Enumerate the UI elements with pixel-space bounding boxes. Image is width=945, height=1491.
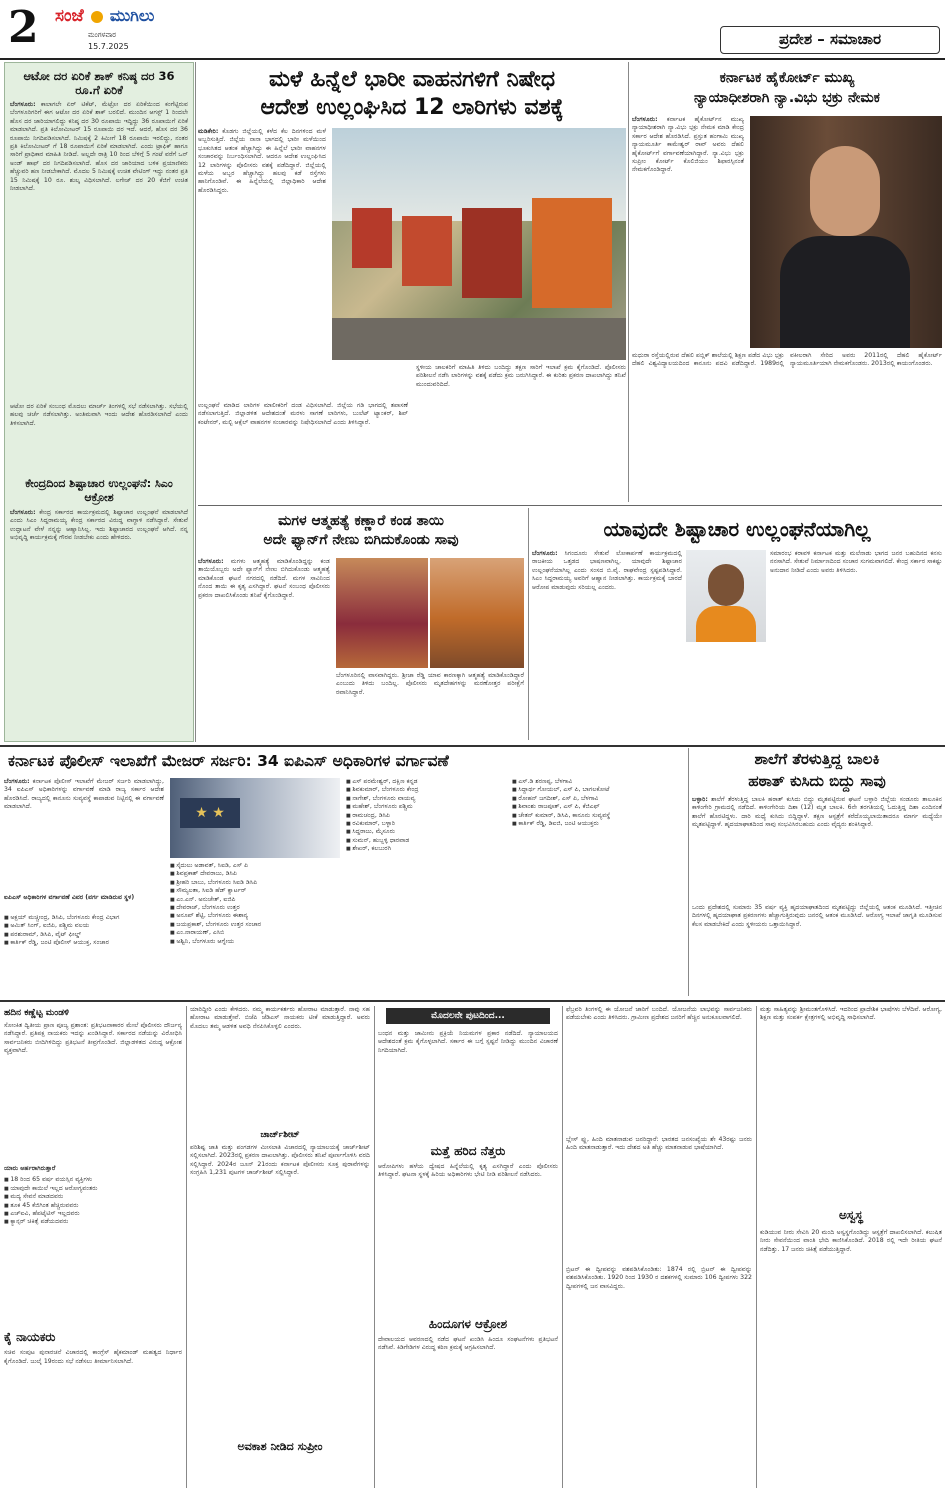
school-dateline: ಬಳ್ಳಾರಿ: [692,796,708,803]
issue-date: 15.7.2025 [88,42,129,51]
col1-list [4,1176,182,1326]
suicide-headline-2: ಅದೇ ಫ್ಯಾನ್‌ಗೆ ನೇಣು ಬಿಗಿದುಕೊಂಡು ಸಾವು [263,532,459,548]
list-item: ■ ಅನೂಪ್ ಶೆಟ್ಟಿ, ಬೆಂಗಳೂರು ಈಶಾನ್ಯ [170,912,340,920]
list-item: ■ ದೇವರಾಜ್, ಬೆಂಗಳೂರು ಉತ್ತರ [170,904,340,912]
protocol-headline: ಯಾವುದೇ ಶಿಷ್ಟಾಚಾರ ಉಲ್ಲಂಘನೆಯಾಗಿಲ್ಲ [603,517,871,541]
ips-subhead: ಐಪಿಎಸ್ ಅಧಿಕಾರಿಗಳ ವರ್ಗಾವಣೆ ವಿವರ (ವರ್ಗ ಮಾಡಿರುವ ಸ್ಥಳ) [4,894,135,901]
ips-list-2 [170,862,340,994]
col5-body2: ಕುಡಿಯುವ ನೀರು ಸೇವಿಸಿ 20 ಮಂದಿ ಅಸ್ವಸ್ಥಗೊಂಡಿದ್ದು ಆಸ್ಪತ್ರೆಗೆ ದಾಖಲಿಸಲಾಗಿದೆ. ಕಲುಷಿತ ನೀರು ಸೇವನೆಯಿಂದ ವಾಂತಿ ಭೇದಿ ಕಾಣಿಸಿಕೊಂಡಿದೆ. 2018 ರಲ್ಲಿ ಇದೇ ರೀತಿಯ ಘಟನೆ ನಡೆದಿತ್ತು. 17 ಜನರು ಚಿಕಿತ್ಸೆ ಪಡೆಯುತ್ತಿದ್ದಾರೆ. [760,1229,942,1253]
brand-logo [55,6,175,30]
sidebar-dateline: ಬೆಂಗಳೂರು: [10,101,36,108]
victim-photo-mother [430,558,524,668]
school-headline-2: ಹಠಾತ್ ಕುಸಿದು ಬಿದ್ದು ಸಾವು [748,772,886,790]
list-item: ■ ಸಿದ್ದರಾಜು, ಮೈಸೂರು [346,828,506,836]
col4-body3: ಬ್ರಿಟನ್ ಈ ದ್ವೀಪವನ್ನು ವಶಪಡಿಸಿಕೊಂಡಿತು: 1874 ರಲ್ಲಿ ಬ್ರಿಟನ್ ಈ ದ್ವೀಪವನ್ನು ವಶಪಡಿಸಿಕೊಂಡಿತು. 1920 ರಿಂದ 1930 ರ ದಶಕಗಳಲ್ಲಿ ಸುಮಾರು 106 ದ್ವೀಪಗಳು 322 ದ್ವೀಪಗಳಲ್ಲಿ ಜನ ವಾಸವಿದ್ದರು. [566,1266,752,1290]
list-item: ■ ಎಚ್ಐವಿ, ಹೆಪಟೈಟಿಸ್ ಇಲ್ಲದವರು [4,1210,182,1218]
school-headline-1: ಶಾಲೆಗೆ ತೆರಳುತ್ತಿದ್ದ ಬಾಲಕಿ [754,750,880,768]
hc-headline-2: ನ್ಯಾಯಾಧೀಶರಾಗಿ ನ್ಯಾ.ವಿಭು ಭಕ್ರು ನೇಮಕ [694,90,880,106]
list-item: ■ ಸೌಮ್ಯಲತಾ, ಸಿಐಡಿ ಹೆಡ್ ಕ್ವಾರ್ಟರ್ [170,887,340,895]
col1-heading: ಹದಿನ ಕಣ್ಣೆಟ್ಟ ಮಂಡಳಿ [4,1008,69,1018]
list-item: ■ ಶಿವಾಂಶು ರಾಜಪೂತ್, ಎಸ್ ಪಿ, ಕೆಜಿಎಫ್ [512,803,682,811]
col4-body2: ಬ್ಲೇಸ್ ಫ್ಲು, ಹಿಂದಿ ಮಾತನಾಡುವ ಜನರಿದ್ದಾರೆ: ಭಾರತದ ಜನಸಂಖ್ಯೆಯ ಶೇ 43ರಷ್ಟು ಜನರು ಹಿಂದಿ ಮಾತನಾಡುತ್ತಾರೆ. ಇದು ದೇಶದ ಅತಿ ಹೆಚ್ಚು ಮಾತನಾಡುವ ಭಾಷೆಯಾಗಿದೆ. [566,1136,752,1152]
lead-headline-2: ಆದೇಶ ಉಲ್ಲಂಘಿಸಿದ 12 ಲಾರಿಗಳು ವಶಕ್ಕೆ [260,95,564,120]
list-item: ■ 18 ರಿಂದ 65 ವರ್ಷ ವಯಸ್ಸಿನ ವ್ಯಕ್ತಿಗಳು [4,1176,182,1184]
list-item: ■ ಎಂ.ನಾರಾಯಣ್, ಎಸಿಬಿ [170,929,340,937]
col3-body2: ಆರೋಪಿಗಳು ಹಳೆಯ ದ್ವೇಷದ ಹಿನ್ನೆಲೆಯಲ್ಲಿ ಕೃತ್ಯ ಎಸಗಿದ್ದಾರೆ ಎಂದು ಪೊಲೀಸರು ತಿಳಿಸಿದ್ದಾರೆ. ಘಟನಾ ಸ್ಥಳಕ್ಕೆ ಹಿರಿಯ ಅಧಿಕಾರಿಗಳು ಭೇಟಿ ನೀಡಿ ಪರಿಶೀಲನೆ ನಡೆಸಿದರು. [378,1163,558,1179]
list-item: ■ ಎಸ್ ಪರಮೇಶ್ವರ್, ದಕ್ಷಿಣ ಕನ್ನಡ [346,778,506,786]
suicide-headline-1: ಮಗಳ ಆತ್ಮಹತ್ಯೆ ಕಣ್ಣಾರೆ ಕಂಡ ತಾಯಿ [278,513,444,529]
mp-photo [686,550,766,642]
sidebar-body-text: ಕಾಲಾಗಲೇ ಏರ್ ಟಿಕೆಟ್, ಮೆಟ್ರೋ ದರ ಏರಿಕೆಯಿಂದ ಕಂಗೆಟ್ಟಿರುವ ಬೆಂಗಳೂರಿಗರಿಗೆ ಈಗ ಆಟೋ ದರ ಏರಿಕೆ ಶಾಕ್ ಬರಲಿದೆ. ಮುಂದಿನ ಆಗಸ್ಟ್ 1 ರಿಂದಲೇ ಹೊಸ ದರ ಜಾರಿಯಾಗಲಿದ್ದು ಕನಿಷ್ಠ ದರ 30 ರೂಪಾಯಿ ಇದ್ದಿದ್ದು 36 ರೂಪಾಯಿಗೆ ಏರಿಕೆ ಮಾಡಲಾಗಿದೆ. ಪ್ರತಿ ಕಿಲೋಮೀಟರ್ 15 ರೂಪಾಯಿ ದರ ಇದೆ. ಆದರೆ, ಹೊಸ ದರ 36 ರೂಪಾಯಿ ನಿಗದಿಪಡಿಸಲಾಗಿದೆ. ನಿಮಿಷಕ್ಕೆ 2 ಕಿಮೀಗೆ 18 ರೂಪಾಯಿ ಇರಲಿದ್ದು, ನಂತರ ಪ್ರತಿ ಕಿಲೋಮೀಟರ್ ಗೆ 18 ರೂಪಾಯಿಗೆ ಏರಿಕೆ ಮಾಡಲಾಗಿದೆ. ಎಂದು ಟ್ರಾಫಿಕ್ ಹಾಗೂ ಸಾರಿಗೆ ಪ್ರಾಧಿಕಾರ ಮಾಹಿತಿ ನೀಡಿದೆ. ಅಲ್ಲದೇ ರಾತ್ರಿ 10 ರಿಂದ ಬೆಳಿಗ್ಗೆ 5 ಗಂಟೆ ವರೆಗೆ ಒನ್ ಅಂಡ್ ಹಾಫ್ ದರ ನಿಗದಿಪಡಿಸಲಾಗಿದೆ. ಹೊಸ ದರ ಜಾರಿಯಾದ ಬಳಿಕ ಪ್ರಯಾಣಿಕರು ಹೆಚ್ಚುವರಿ ಹಣ ನೀಡಬೇಕಾಗಿದೆ. ಮೊದಲ 5 ನಿಮಿಷಕ್ಕೆ ಉಚಿತ ವೇಟಿಂಗ್ ಇದ್ದು ನಂತರ ಪ್ರತಿ 15 ನಿಮಿಷಕ್ಕೆ 10 ರೂ. ಶುಲ್ಕ ವಿಧಿಸಲಾಗಿದೆ. ಲಗೇಜ್ ದರ 20 ಕೆಜಿಗೆ ಉಚಿತ ನೀಡಲಾಗಿದೆ. [10,101,188,193]
protocol-dateline: ಬೆಂಗಳೂರು: [532,550,558,557]
col1-body: ಸೋಂಕಿತ ದ್ವಿತೀಯ ಪ್ರಾಣ ಪೂಜ್ಯ ಪ್ರಶಾಂತ: ಪ್ರತಿಭಟನಾಕಾರರ ಮೇಲೆ ಪೊಲೀಸರು ದೌರ್ಜನ್ಯ ನಡೆಸಿದ್ದಾರೆ. ಪ್ರತಿಪಕ್ಷ ನಾಯಕರು ಇದನ್ನು ಖಂಡಿಸಿದ್ದಾರೆ. ಸರ್ಕಾರದ ನಡೆಯನ್ನು ವಿರೋಧಿಸಿ ಸಾರ್ವಜನಿಕರು ಬೀದಿಗಿಳಿದಿದ್ದು ಪ್ರತಿಭಟನೆ ತೀವ್ರಗೊಂಡಿದೆ. ಜಿಲ್ಲಾಡಳಿತದ ವಿರುದ್ಧ ಆಕ್ರೋಶ ವ್ಯಕ್ತವಾಗಿದೆ. [4,1022,182,1055]
list-item: ■ ಶೇಖರ್, ಕಲಬುರಗಿ [346,845,506,853]
lead-body2: ಉಲ್ಲಂಘನೆ ಮಾಡಿದ ಲಾರಿಗಳ ಮಾಲೀಕರಿಗೆ ದಂಡ ವಿಧಿಸಲಾಗಿದೆ. ಜಿಲ್ಲೆಯ ಗಡಿ ಭಾಗದಲ್ಲಿ ತಪಾಸಣೆ ನಡೆಸಲಾಗುತ್ತಿದೆ. ಜಿಲ್ಲಾಡಳಿತ ಆದೇಶದಂತೆ ಮರಳು ಸಾಗಣೆ ಲಾರಿಗಳು, ಬುಲೆಟ್ ಟ್ಯಾಂಕರ್, ಶಿಪ್ ಕಂಟೇನರ್, ಮಲ್ಟಿ ಆಕ್ಸೆಲ್ ವಾಹನಗಳ ಸಂಚಾರವನ್ನು ನಿಷೇಧಿಸಲಾಗಿದೆ ಎಂದು ತಿಳಿಸಿದ್ದಾರೆ. [198,402,408,426]
col2-body2: ಪರಿಶಿಷ್ಟ ಜಾತಿ ಮತ್ತು ಪಂಗಡಗಳ ಮೀಸಲಾತಿ ವಿಚಾರದಲ್ಲಿ ನ್ಯಾಯಾಲಯಕ್ಕೆ ಚಾರ್ಜ್‌ಶೀಟ್ ಸಲ್ಲಿಸಲಾಗಿದೆ. 2023ರಲ್ಲಿ ಪ್ರಕರಣ ದಾಖಲಾಗಿತ್ತು. ಪೊಲೀಸರು ತನಿಖೆ ಪೂರ್ಣಗೊಳಿಸಿ ವರದಿ ಸಲ್ಲಿಸಿದ್ದಾರೆ. 2024ರ ಜೂನ್ 21ರಂದು ಕರ್ನಾಟಕ ಪೊಲೀಸರು ಸೂಕ್ತ ಪುರಾವೆಗಳನ್ನು ಸಂಗ್ರಹಿಸಿ 1,231 ಪುಟಗಳ ಚಾರ್ಜ್‌ಶೀಟ್ ಸಲ್ಲಿಸಿದ್ದಾರೆ. [190,1144,370,1177]
lead-body [198,128,326,398]
ips-list-3 [346,778,506,994]
col1-body2: ಸಚಿವ ಸಂಪುಟ ಪುನಾರಚನೆ ವಿಚಾರದಲ್ಲಿ ಕಾಂಗ್ರೆಸ್ ಹೈಕಮಾಂಡ್ ಮಹತ್ವದ ನಿರ್ಧಾರ ಕೈಗೊಂಡಿದೆ. ಜುಲೈ 19ರಂದು ಸಭೆ ನಡೆಸಲು ತೀರ್ಮಾನಿಸಲಾಗಿದೆ. [4,1349,182,1365]
col2-heading: ಚಾರ್ಜ್‌ಶೀಟ್ [260,1130,300,1140]
ips-order-photo [170,778,340,858]
list-item: ■ ಎಸ್.ಡಿ ಶರಣಪ್ಪ, ಬೆಳಗಾವಿ [512,778,682,786]
sidebar-headline: ಆಟೋ ದರ ಏರಿಕೆ ಶಾಕ್ ಕನಿಷ್ಠ ದರ 36 ರೂ.ಗೆ ಏರಿಕೆ [23,69,175,97]
protocol-story [532,508,942,740]
hc-story [632,62,942,502]
bottom-col-4 [566,1006,752,1488]
list-item: ■ ರವಿಕುಮಾರ್, ಬಳ್ಳಾರಿ [346,820,506,828]
suicide-body [198,558,330,738]
col4-body: ಫೆಬ್ರವರಿ ತಿಂಗಳಲ್ಲಿ ಈ ಯೋಜನೆ ಜಾರಿಗೆ ಬಂದಿದೆ. ಯೋಜನೆಯ ಲಾಭವನ್ನು ಸಾರ್ವಜನಿಕರು ಪಡೆಯಬೇಕು ಎಂದು ತಿಳಿಸಿದರು. ಗ್ರಾಮೀಣ ಪ್ರದೇಶದ ಜನರಿಗೆ ಹೆಚ್ಚಿನ ಅನುಕೂಲವಾಗಲಿದೆ. [566,1006,752,1022]
list-item: ■ ಸಿದ್ದಾರ್ಥ ಗೋಯಲ್, ಎಸ್ ಪಿ, ಬಾಗಲಕೋಟೆ [512,786,682,794]
list-item: ■ ನಾಗೇಶ್, ಬೆಂಗಳೂರು ವಾಯವ್ಯ [346,795,506,803]
col3-heading2: ಮತ್ತೆ ಹರಿದ ನೆತ್ತರು [430,1144,506,1158]
col1-heading2: ಕೈ ನಾಯಕರು [4,1330,56,1345]
issue-day: ಮಂಗಳವಾರ [88,31,117,39]
col3-body: ಬಂಧನ ಮತ್ತು ಜಾಮೀನು ಪ್ರಕ್ರಿಯೆ ನಿಯಮಗಳ ಪ್ರಕಾರ ನಡೆದಿದೆ. ನ್ಯಾಯಾಲಯದ ಆದೇಶದಂತೆ ಕ್ರಮ ಕೈಗೊಳ್ಳಲಾಗಿದೆ. ಸರ್ಕಾರ ಈ ಬಗ್ಗೆ ಸ್ಪಷ್ಟನೆ ನೀಡಿದ್ದು ಮುಂದಿನ ವಿಚಾರಣೆ ನಿಗದಿಯಾಗಿದೆ. [378,1030,558,1054]
list-item: ■ ಶ್ರೀಹರಿ ಬಾಬು, ಬೆಂಗಳೂರು ಸಿಐಡಿ ಡಿಸಿಪಿ [170,879,340,887]
bottom-col-5 [760,1006,942,1488]
bottom-col-3 [378,1006,558,1488]
list-item: ■ ರೋಹನ್ ಜಗದೀಶ್, ಎಸ್ ಪಿ, ಬೆಳಗಾವಿ [512,795,682,803]
col1-subhead: ಯಾರು ಅರ್ಹರಾಗಿರುತ್ತಾರೆ [4,1165,56,1172]
sidebar-dateline2: ಬೆಂಗಳೂರು: [10,509,36,516]
list-item: ■ ಕಾರ್ತಿಕ್ ರೆಡ್ಡಿ, ಜಂಟಿ ಪೊಲೀಸ್ ಆಯುಕ್ತ, ಸಂಚಾರ [4,939,164,947]
lead-body3: ಸ್ಥಳೀಯ ಚಾಲಕರಿಗೆ ಮಾಹಿತಿ ತಿಳಿದು ಬಂದಿದ್ದು ತಕ್ಷಣ ಸಾರಿಗೆ ಇಲಾಖೆ ಕ್ರಮ ಕೈಗೊಂಡಿದೆ. ಪೊಲೀಸರು ಪರಿಶೀಲನೆ ನಡೆಸಿ ಲಾರಿಗಳನ್ನು ವಶಕ್ಕೆ ಪಡೆದು ಕ್ರಮ ಜರುಗಿಸಿದ್ದಾರೆ. ಈ ಕುರಿತು ಪ್ರಕರಣ ದಾಖಲಾಗಿದ್ದು ತನಿಖೆ ಮುಂದುವರಿದಿದೆ. [416,364,626,388]
sidebar-body2: ಆಟೋ ದರ ಏರಿಕೆ ಸಂಬಂಧ ಮೊದಲು ಮಾರ್ಚ್ ತಿಂಗಳಲ್ಲಿ ಸಭೆ ನಡೆಸಲಾಗಿತ್ತು. ಸಭೆಯಲ್ಲಿ ಹಲವು ಚರ್ಚೆ ನಡೆಸಲಾಗಿತ್ತು. ಅಂತಿಮವಾಗಿ ಇಂದು ಆದೇಶ ಹೊರಡಿಸಲಾಗಿದೆ ಎಂದು ತಿಳಿಸಲಾಗಿದೆ. [10,403,188,427]
list-item: ■ ಕ್ಯಾನ್ಸರ್ ಚಿಕಿತ್ಸೆ ಪಡೆಯದವರು [4,1218,182,1226]
section-title: ಪ್ರದೇಶ – ಸಮಾಚಾರ [720,26,940,54]
col2-body: ಯಾರಿದ್ದೀರಿ ಎಂದು ಕೇಳಿದರು. ನಮ್ಮ ಕಾರ್ಯಕರ್ತರು ಹೋರಾಟ ಮಾಡುತ್ತಾರೆ. ನಾವು ಸಹ ಹೋರಾಟ ಮಾಡುತ್ತೇವೆ. ಬಿಜೆಪಿ ಜೆಡಿಎಸ್ ನಾಯಕರು ಟೀಕೆ ಮಾಡುತ್ತಿದ್ದಾರೆ. ಅವರು ಮೊದಲು ತಮ್ಮ ಆಡಳಿತ ಅವಧಿ ನೆನಪಿಸಿಕೊಳ್ಳಲಿ ಎಂದರು. [190,1006,370,1030]
col3-body3: ದೇವಾಲಯದ ಆವರಣದಲ್ಲಿ ನಡೆದ ಘಟನೆ ಖಂಡಿಸಿ ಹಿಂದೂ ಸಂಘಟನೆಗಳು ಪ್ರತಿಭಟನೆ ನಡೆಸಿವೆ. ಕಿಡಿಗೇಡಿಗಳ ವಿರುದ್ಧ ಕಠಿಣ ಕ್ರಮಕ್ಕೆ ಆಗ್ರಹಿಸಲಾಗಿದೆ. [378,1336,558,1352]
suicide-body-text: ಮಗಳು ಆತ್ಮಹತ್ಯೆ ಮಾಡಿಕೊಂಡಿದ್ದನ್ನು ಕಂಡ ತಾಯಿಯೊಬ್ಬರು ಅದೇ ಫ್ಯಾನ್‌ಗೆ ನೇಣು ಬಿಗಿದುಕೊಂಡು ಆತ್ಮಹತ್ಯೆ ಮಾಡಿಕೊಂಡ ಘಟನೆ ನಗರದಲ್ಲಿ ನಡೆದಿದೆ. ಮಗಳ ಸಾವಿನಿಂದ ನೊಂದ ತಾಯಿ ಈ ಕೃತ್ಯ ಎಸಗಿದ್ದಾರೆ. ಘಟನೆ ಸಂಬಂಧ ಪೊಲೀಸರು ಪ್ರಕರಣ ದಾಖಲಿಸಿಕೊಂಡು ತನಿಖೆ ಕೈಗೊಂಡಿದ್ದಾರೆ. [198,558,330,599]
sidebar-body3 [10,509,188,742]
bottom-col-1 [4,1006,182,1488]
list-item: ■ ಶಿವಕುಮಾರ್, ಬೆಂಗಳೂರು ಕೇಂದ್ರ [346,786,506,794]
list-item: ■ ಯಾವುದೇ ಕಾಯಿಲೆ ಇಲ್ಲದ ಆರೋಗ್ಯವಂತರು [4,1185,182,1193]
sidebar-headline2: ಕೇಂದ್ರದಿಂದ ಶಿಷ್ಟಾಚಾರ ಉಲ್ಲಂಘನೆ: ಸಿಎಂ ಆಕ್ರೋಶ [25,477,173,504]
ips-body-text: ಕರ್ನಾಟಕ ಪೊಲೀಸ್ ಇಲಾಖೆಗೆ ಮೇಜರ್ ಸರ್ಜರಿ ಮಾಡಲಾಗಿದ್ದು, 34 ಐಪಿಎಸ್ ಅಧಿಕಾರಿಗಳನ್ನು ವರ್ಗಾವಣೆ ಮಾಡಿ ರಾಜ್ಯ ಸರ್ಕಾರ ಆದೇಶ ಹೊರಡಿಸಿದೆ. ರಾಜ್ಯದಲ್ಲಿ ಕಾನೂನು ಸುವ್ಯವಸ್ಥೆ ಕಾಪಾಡುವ ನಿಟ್ಟಿನಲ್ಲಿ ಈ ವರ್ಗಾವಣೆ ಮಾಡಲಾಗಿದೆ. [4,778,165,811]
hc-body2: ಮಧುರಾ ರಸ್ತೆಯಲ್ಲಿರುವ ದೆಹಲಿ ಪಬ್ಲಿಕ್ ಶಾಲೆಯಲ್ಲಿ ಶಿಕ್ಷಣ ಪಡೆದ ವಿಭು ಭಕ್ರು ದೆಹಲಿ ವಿಶ್ವವಿದ್ಯಾಲಯದಿಂದ ಕಾನೂನು ಪದವಿ ಪಡೆದಿದ್ದಾರೆ. 1989ರಲ್ಲಿ ವಕೀಲರಾಗಿ ಸೇರಿದ ಅವರು 2011ರಲ್ಲಿ ದೆಹಲಿ ಹೈಕೋರ್ಟ್ ನ್ಯಾಯಮೂರ್ತಿಯಾಗಿ ನೇಮಕಗೊಂಡರು. 2013ರಲ್ಲಿ ಕಾಯಂಗೊಂಡರು. [632,352,942,368]
lead-body-text: ಕೊಡಗು ಜಿಲ್ಲೆಯಲ್ಲಿ ಕಳೆದ ಕೆಲ ದಿನಗಳಿಂದ ಮಳೆ ಅಬ್ಬರಿಸುತ್ತಿದೆ. ಜಿಲ್ಲೆಯ ನಾನಾ ಭಾಗದಲ್ಲಿ ಭಾರೀ ಮಳೆಯಿಂದ ಭೂಕುಸಿತದ ಆತಂಕ ಹೆಚ್ಚಾಗಿದ್ದು ಈ ಹಿನ್ನೆಲೆ ಭಾರೀ ವಾಹನಗಳ ಸಂಚಾರವನ್ನು ನಿರ್ಬಂಧಿಸಲಾಗಿದೆ. ಆದರೂ ಆದೇಶ ಉಲ್ಲಂಘಿಸಿದ 12 ಲಾರಿಗಳನ್ನು ಪೊಲೀಸರು ವಶಕ್ಕೆ ಪಡೆದಿದ್ದಾರೆ. ಜಿಲ್ಲೆಯಲ್ಲಿ ಮಳೆಯ ಅಬ್ಬರ ಹೆಚ್ಚಾಗಿದ್ದು ಹಲವು ಕಡೆ ರಸ್ತೆಗಳು ಹಾನಿಗೊಂಡಿವೆ. ಈ ಹಿನ್ನೆಲೆಯಲ್ಲಿ ಜಿಲ್ಲಾಧಿಕಾರಿ ಆದೇಶ ಹೊರಡಿಸಿದ್ದರು. [198,128,326,194]
star-badge-icon: ★ ★ [180,798,240,828]
lead-headline-1: ಮಳೆ ಹಿನ್ನೆಲೆ ಭಾರೀ ವಾಹನಗಳಿಗೆ ನಿಷೇಧ [268,67,556,92]
list-item: ■ ತೂಕ 45 ಕೆಜಿಗಿಂತ ಹೆಚ್ಚಿರುವವರು [4,1202,182,1210]
lead-dateline: ಮಡಿಕೇರಿ: [198,128,219,135]
school-body-text: ಶಾಲೆಗೆ ತೆರಳುತ್ತಿದ್ದ ಬಾಲಕಿ ಹಠಾತ್ ಕುಸಿದು ಬಿದ್ದು ಮೃತಪಟ್ಟಿರುವ ಘಟನೆ ಬಳ್ಳಾರಿ ಜಿಲ್ಲೆಯ ಸಂಡೂರು ತಾಲೂಕಿನ ಕಾಳಿಂಗೇರಿ ಗ್ರಾಮದಲ್ಲಿ ನಡೆದಿದೆ. ಕಾಳಿಂಗೇರಿಯ ದಿಶಾ (12) ಮೃತ ಬಾಲಕಿ. 6ನೇ ತರಗತಿಯಲ್ಲಿ ಓದುತ್ತಿದ್ದ ದಿಶಾ ಎಂದಿನಂತೆ ಶಾಲೆಗೆ ಹೊರಟಿದ್ದಳು. ದಾರಿ ಮಧ್ಯೆ ಕುಸಿದು ಬಿದ್ದಿದ್ದಾಳೆ. ತಕ್ಷಣ ಆಸ್ಪತ್ರೆಗೆ ಕರೆದೊಯ್ಯಲಾಯಿತಾದರೂ ಮಾರ್ಗ ಮಧ್ಯೆಯೇ ಮೃತಪಟ್ಟಿದ್ದಾಳೆ. ಹೃದಯಾಘಾತದಿಂದ ಸಾವು ಸಂಭವಿಸಿರಬಹುದು ಎಂದು ವೈದ್ಯರು ಶಂಕಿಸಿದ್ದಾರೆ. [692,796,942,829]
list-item: ■ ಚೇತನ್ ಕುಮಾರ್, ಡಿಸಿಪಿ, ಕಾನೂನು ಸುವ್ಯವಸ್ಥೆ [512,812,682,820]
hc-body-text: ಕರ್ನಾಟಕ ಹೈಕೋರ್ಟ್‌ನ ಮುಖ್ಯ ನ್ಯಾಯಾಧೀಶರಾಗಿ ನ್ಯಾ.ವಿಭು ಭಕ್ರು ನೇಮಕ ಮಾಡಿ ಕೇಂದ್ರ ಸರ್ಕಾರ ಆದೇಶ ಹೊರಡಿಸಿದೆ. ಪ್ರಸ್ತುತ ಹಂಗಾಮಿ ಮುಖ್ಯ ನ್ಯಾಯಮೂರ್ತಿ ಕಾಮೇಶ್ವರ್ ರಾವ್ ಅವರು ದೆಹಲಿ ಹೈಕೋರ್ಟ್‌ಗೆ ವರ್ಗಾವಣೆಯಾಗಿದ್ದಾರೆ. ನ್ಯಾ.ವಿಭು ಭಕ್ರು ಸುಪ್ರೀಂ ಕೋರ್ಟ್ ಕೊಲಿಜಿಯಂ ಶಿಫಾರಸ್ಸಿನಂತೆ ನೇಮಕಗೊಂಡಿದ್ದಾರೆ. [632,116,745,174]
protocol-body [532,550,682,738]
victim-photo-daughter [336,558,428,668]
list-item: ■ ಸೈದುಲು ಅಡಾವತ್, ಸಿಐಡಿ, ಎಸ್ ಪಿ [170,862,340,870]
suicide-story [198,508,524,740]
hc-dateline: ಬೆಂಗಳೂರು: [632,116,658,123]
suicide-dateline: ಬೆಂಗಳೂರು: [198,558,224,565]
list-item: ■ ಜಯಪ್ರಕಾಶ್, ಬೆಂಗಳೂರು ಉತ್ತರ ಸಂಚಾರ [170,921,340,929]
ips-list-4 [512,778,682,994]
hc-body [632,116,744,342]
sidebar-body [10,101,188,401]
ips-list-1 [4,914,164,994]
list-item: ■ ಕಾರ್ತಿಕ್ ರೆಡ್ಡಿ, ಡಿಐಜಿ, ಜಂಟಿ ಆಯುಕ್ತರು [512,820,682,828]
col2-heading2: ಅವಕಾಶ ನೀಡಿದ ಸುಪ್ರೀಂ [237,1440,323,1453]
ips-dateline: ಬೆಂಗಳೂರು: [4,778,30,785]
sun-icon [91,11,103,23]
col5-heading: ಅಸ್ವಸ್ಥ [838,1208,863,1222]
bottom-col-2 [190,1006,370,1488]
suicide-body2: ಬೆಂಗಳೂರಿನಲ್ಲಿ ವಾಸವಾಗಿದ್ದರು. ಶ್ರೀಜಾ ರೆಡ್ಡಿ ಯಾವ ಕಾರಣಕ್ಕಾಗಿ ಆತ್ಮಹತ್ಯೆ ಮಾಡಿಕೊಂಡಿದ್ದಾರೆ ಎಂಬುದು ತಿಳಿದು ಬಂದಿಲ್ಲ. ಪೊಲೀಸರು ಮೃತದೇಹಗಳನ್ನು ಮರಣೋತ್ತರ ಪರೀಕ್ಷೆಗೆ ರವಾನಿಸಿದ್ದಾರೆ. [336,672,524,696]
list-item: ■ ರಾಮಚಂದ್ರ, ಡಿಸಿಪಿ [346,812,506,820]
school-body2: ಒಂದು ಪ್ರದೇಶದಲ್ಲಿ ಸುಮಾರು 35 ವರ್ಷ ವ್ಯಕ್ತಿ ಹೃದಯಾಘಾತದಿಂದ ಮೃತಪಟ್ಟಿದ್ದು ಜಿಲ್ಲೆಯಲ್ಲಿ ಆತಂಕ ಮೂಡಿಸಿದೆ. ಇತ್ತೀಚಿನ ದಿನಗಳಲ್ಲಿ ಹೃದಯಾಘಾತ ಪ್ರಕರಣಗಳು ಹೆಚ್ಚಾಗುತ್ತಿರುವುದು ಜನರಲ್ಲಿ ಆತಂಕ ಮೂಡಿಸಿದೆ. ಆರೋಗ್ಯ ಇಲಾಖೆ ಜಾಗೃತಿ ಮೂಡಿಸುವ ಕೆಲಸ ಮಾಡಬೇಕಿದೆ ಎಂದು ಸ್ಥಳೀಯರು ಒತ್ತಾಯಿಸಿದ್ದಾರೆ. [692,904,942,928]
sidebar-body3-text: ಕೇಂದ್ರ ಸರ್ಕಾರದ ಕಾರ್ಯಕ್ರಮದಲ್ಲಿ ಶಿಷ್ಟಾಚಾರ ಉಲ್ಲಂಘನೆ ಮಾಡಲಾಗಿದೆ ಎಂದು ಸಿಎಂ ಸಿದ್ದರಾಮಯ್ಯ ಕೇಂದ್ರ ಸರ್ಕಾರದ ವಿರುದ್ಧ ವಾಗ್ದಾಳಿ ನಡೆಸಿದ್ದಾರೆ. ಸೇತುವೆ ಉದ್ಘಾಟನೆ ವೇಳೆ ನನ್ನನ್ನು ಆಹ್ವಾನಿಸಿಲ್ಲ. ಇದು ಶಿಷ್ಟಾಚಾರದ ಉಲ್ಲಂಘನೆ ಆಗಿದೆ. ನನ್ನ ಅಭಿವೃದ್ಧಿ ಕಾರ್ಯಕ್ರಮಕ್ಕೆ ಗೌರವ ನೀಡಬೇಕು ಎಂದು ಹೇಳಿದರು. [10,509,189,542]
masthead [0,0,945,58]
school-body [692,796,942,904]
list-item: ■ ಅಮಿತ್ ಸಿಂಗ್, ಐಜಿಪಿ, ಪಶ್ಚಿಮ ವಲಯ [4,922,164,930]
protocol-body2: ಸಮಾರಂಭ ಕರಾವಳಿ ಕರ್ನಾಟಕ ಮತ್ತು ಮಲೆನಾಡು ಭಾಗದ ಜನರ ಬಹುದಿನದ ಕನಸು ನನಸಾಗಿದೆ. ಸೇತುವೆ ನಿರ್ಮಾಣದಿಂದ ಸಂಚಾರ ಸುಗಮವಾಗಲಿದೆ. ಕೇಂದ್ರ ಸರ್ಕಾರ ಸಾಕಷ್ಟು ಅನುದಾನ ನೀಡಿದೆ ಎಂದು ಅವರು ತಿಳಿಸಿದರು. [770,550,942,574]
list-item: ■ ಶಿವಪ್ರಕಾಶ್ ದೇವರಾಜು, ಡಿಸಿಪಿ [170,870,340,878]
list-item: ■ ಮಹೇಶ್, ಬೆಂಗಳೂರು ಪಶ್ಚಿಮ [346,803,506,811]
page-number: 2 [8,2,39,53]
judge-portrait [750,116,942,348]
list-item: ■ ಮದ್ಯ ಸೇವನೆ ಮಾಡದವರು [4,1193,182,1201]
trucks-photo [332,128,626,360]
list-item: ■ ಎಂ.ಎನ್. ಅನುಚೇತ್, ಐಜಿಪಿ [170,896,340,904]
brand-right: ಮುಗಿಲು [109,6,155,25]
list-item: ■ ಪರಶುರಾಮ್, ಡಿಸಿಪಿ, ವೈಟ್ ಫೀಲ್ಡ್ [4,931,164,939]
brand-left: ಸಂಜೆ [55,6,84,26]
lead-story [198,62,626,502]
col3-heading3: ಹಿಂದೂಗಳ ಆಕ್ರೋಶ [428,1317,508,1331]
ips-headline: ಕರ್ನಾಟಕ ಪೊಲೀಸ್ ಇಲಾಖೆಗೆ ಮೇಜರ್ ಸರ್ಜರಿ: 34 ಐಪಿಎಸ್ ಅಧಿಕಾರಿಗಳ ವರ್ಗಾವಣೆ [8,752,449,770]
continued-banner: ಮೊದಲನೇ ಪುಟದಿಂದ... [386,1008,550,1024]
hc-headline-1: ಕರ್ನಾಟಕ ಹೈಕೋರ್ಟ್ ಮುಖ್ಯ [719,70,855,86]
list-item: ■ ಅಶ್ವಿನಿ, ಬೆಂಗಳೂರು ಆಗ್ನೇಯ [170,938,340,946]
list-item: ■ ಸುಮನ್, ಹುಬ್ಬಳ್ಳಿ ಧಾರವಾಡ [346,837,506,845]
ips-story [4,748,684,996]
school-story [692,748,942,996]
ips-body [4,778,164,890]
list-item: ■ ಅಕ್ಷಯ್ ಮಚ್ಚೀಂದ್ರ, ಡಿಸಿಪಿ, ಬೆಂಗಳೂರು ಕೇಂದ್ರ ವಿಭಾಗ [4,914,164,922]
sidebar-box [4,62,194,742]
col5-body: ಮತ್ತು ಸಾಹಿತ್ಯವನ್ನು ಶ್ರೀಮಂತಗೊಳಿಸಿದೆ. ಇದರಿಂದ ಪ್ರಾದೇಶಿಕ ಭಾಷೆಗಳು ಬೆಳೆದಿವೆ. ಆರೋಗ್ಯ, ಶಿಕ್ಷಣ ಮತ್ತು ಸಂಪರ್ಕ ಕ್ಷೇತ್ರಗಳಲ್ಲಿ ಅಭಿವೃದ್ಧಿ ಸಾಧಿಸಲಾಗಿದೆ. [760,1006,942,1022]
protocol-body-text: ಸಿಗಂದೂರು ಸೇತುವೆ ಲೋಕಾರ್ಪಣೆ ಕಾರ್ಯಕ್ರಮದಲ್ಲಿ ರಾಜಕೀಯ ಒತ್ತಡದ ಭಾಷಣವಾಗಿಲ್ಲ. ಯಾವುದೇ ಶಿಷ್ಟಾಚಾರ ಉಲ್ಲಂಘನೆಯಾಗಿಲ್ಲ ಎಂದು ಸಂಸದ ಬಿ.ವೈ. ರಾಘವೇಂದ್ರ ಸ್ಪಷ್ಟಪಡಿಸಿದ್ದಾರೆ. ಸಿಎಂ ಸಿದ್ದರಾಮಯ್ಯ ಅವರಿಗೆ ಆಹ್ವಾನ ನೀಡಲಾಗಿತ್ತು. ಕಾರ್ಯಕ್ರಮಕ್ಕೆ ಬಾರದೆ ಆರೋಪ ಮಾಡುವುದು ಸರಿಯಲ್ಲ ಎಂದರು. [532,550,683,591]
